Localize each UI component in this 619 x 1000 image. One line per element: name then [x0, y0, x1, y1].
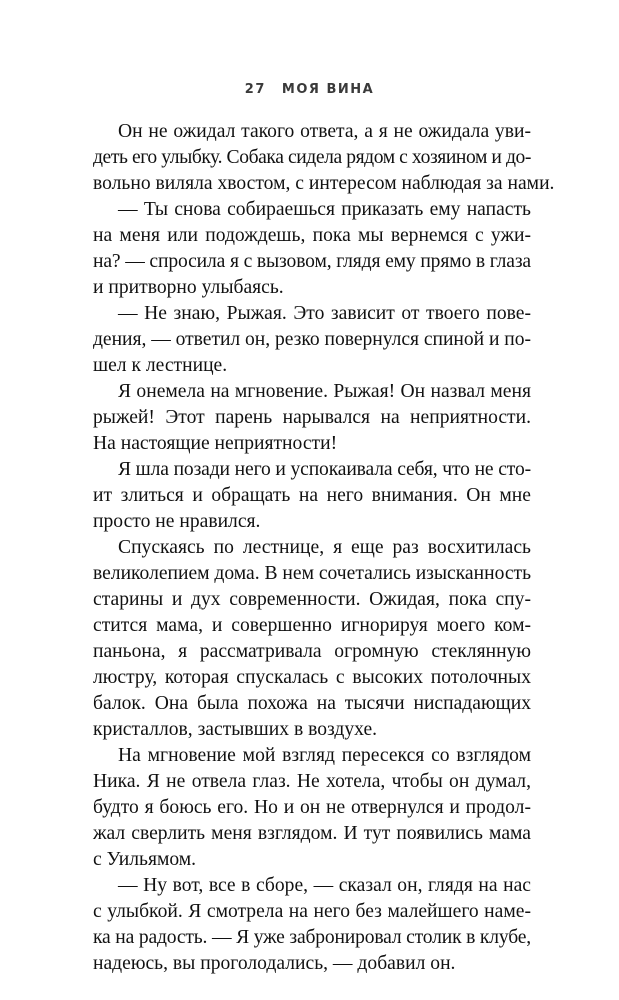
text-line: надеюсь, вы проголодались, — добавил он.: [93, 953, 456, 974]
paragraph: [93, 873, 531, 977]
paragraph: [93, 743, 531, 873]
paragraph: [93, 301, 531, 379]
text-line: и притворно улыбаясь.: [93, 277, 284, 298]
paragraph: [93, 197, 531, 301]
text-line: кристаллов, застывших в воздухе.: [93, 719, 378, 740]
text-line: люстру, которая спускалась с высоких потолочных: [93, 667, 531, 688]
text-line: Он не ожидал такого ответа, а я не ожидала уви-: [118, 121, 531, 142]
text-line: — Ты снова собираешься приказать ему напасть: [118, 199, 531, 220]
running-title: МОЯ ВИНА: [281, 82, 375, 97]
text-line: Я шла позади него и успокаивала себя, что не сто-: [118, 459, 531, 480]
paragraph: [93, 119, 555, 197]
text-line: старины и дух современности. Ожидая, пока спу-: [93, 589, 531, 610]
text-line: ит злиться и обращать на него внимания. Он мне: [93, 485, 531, 506]
text-line: балок. Она была похожа на тысячи ниспадающих: [93, 693, 531, 714]
text-line: дения, — ответил он, резко повернулся спиной и по-: [93, 329, 531, 350]
text-line: жал сверлить меня взглядом. И тут появились мама: [93, 823, 531, 844]
text-line: На мгновение мой взгляд пересекся со взглядом: [118, 745, 531, 766]
text-line: великолепием дома. В нем сочетались изысканность: [93, 563, 531, 584]
text-line: на? — спросила я с вызовом, глядя ему прямо в глаза: [93, 251, 531, 272]
text-line: Спускаясь по лестнице, я еще раз восхитилась: [118, 537, 531, 558]
paragraph: [93, 457, 531, 535]
text-line: Ника. Я не отвела глаз. Не хотела, чтобы он думал,: [93, 771, 531, 792]
paragraph: [93, 535, 531, 743]
text-line: На настоящие неприятности!: [93, 433, 338, 454]
text-line: ка на радость. — Я уже забронировал столик в клубе,: [93, 927, 531, 948]
text-line: — Ну вот, все в сборе, — сказал он, глядя на нас: [118, 875, 531, 896]
text-line: будто я боюсь его. Но и он не отвернулся и продол-: [93, 797, 531, 818]
text-line: паньона, я рассматривала огромную стеклянную: [93, 641, 531, 662]
text-line: шел к лестнице.: [93, 355, 228, 376]
text-line: просто не нравился.: [93, 511, 261, 532]
text-line: стится мама, и совершенно игнорируя моего ком-: [93, 615, 531, 636]
text-line: — Не знаю, Рыжая. Это зависит от твоего пове-: [118, 303, 531, 324]
text-line: на меня или подождешь, пока мы вернемся с ужи-: [93, 225, 531, 246]
paragraph: [93, 379, 531, 457]
page-number: 27: [244, 82, 266, 97]
running-header: [0, 82, 619, 97]
text-line: деть его улыбку. Собака сидела рядом с хозяином и до-: [93, 147, 531, 168]
text-line: с улыбкой. Я смотрела на него без малейшего наме-: [93, 901, 531, 922]
text-line: рыжей! Этот парень нарывался на неприятности.: [93, 407, 531, 428]
body-text: [93, 119, 555, 977]
text-line: вольно виляла хвостом, с интересом наблюдая за нами.: [93, 173, 555, 194]
text-line: с Уильямом.: [93, 849, 197, 870]
text-line: Я онемела на мгновение. Рыжая! Он назвал меня: [118, 381, 531, 402]
